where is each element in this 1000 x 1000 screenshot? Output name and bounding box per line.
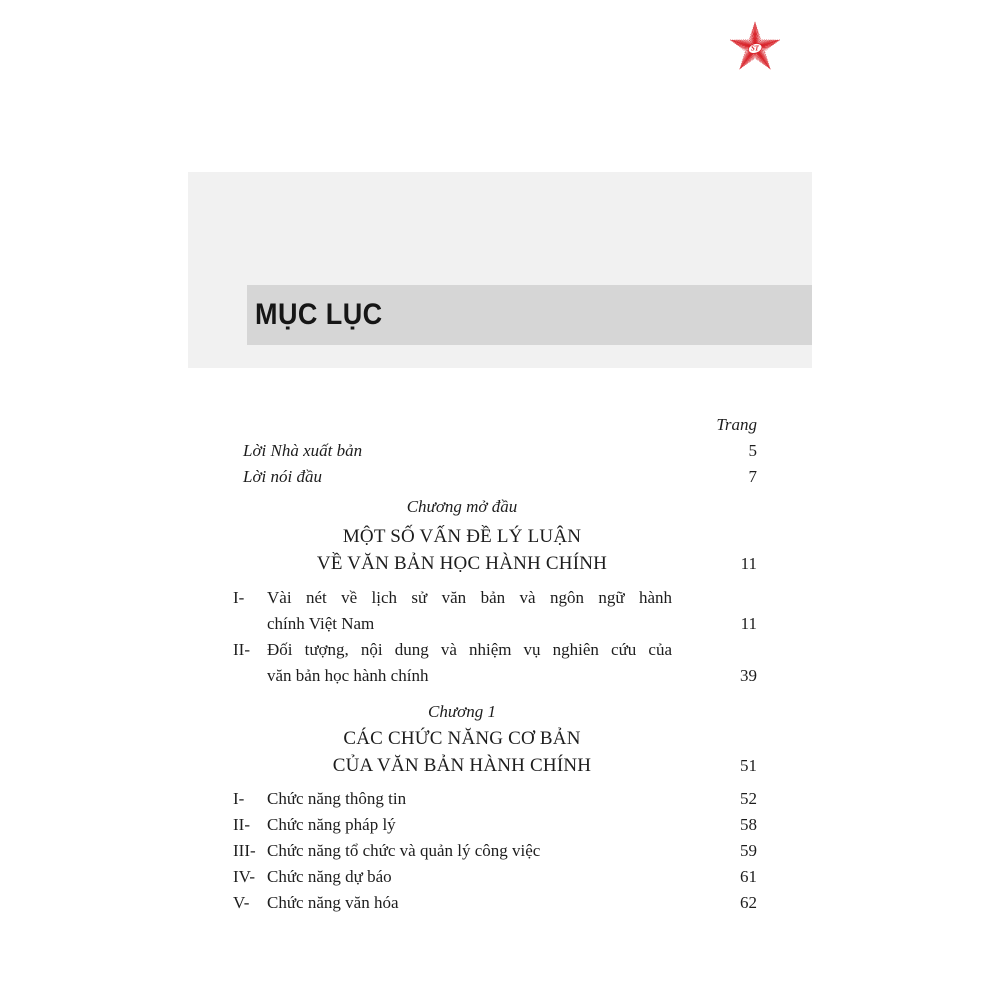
chapter-title-row <box>233 752 757 779</box>
item-page: 61 <box>740 867 757 886</box>
item-text: Đối tượng, nội dung và nhiệm vụ nghiên cứu của <box>267 640 672 659</box>
entry-label: Lời Nhà xuất bản <box>243 441 363 460</box>
item-text: chính Việt Nam <box>267 614 375 633</box>
entry-label: Lời nói đầu <box>243 467 322 486</box>
item-numeral: IV- <box>233 867 256 886</box>
item-numeral: II- <box>233 640 250 659</box>
chapter-label: Chương 1 <box>428 702 496 721</box>
item-numeral: II- <box>233 815 250 834</box>
chapter-title-line: CÁC CHỨC NĂNG CƠ BẢN <box>343 728 581 749</box>
toc-item <box>233 585 757 611</box>
entry-page: 7 <box>748 467 757 486</box>
toc-item-continuation <box>233 663 757 689</box>
chapter-title-row <box>233 550 757 577</box>
toc-item <box>233 637 757 663</box>
item-page: 59 <box>740 841 757 860</box>
item-text: Chức năng pháp lý <box>267 815 396 834</box>
table-of-contents <box>233 412 757 916</box>
item-text: Chức năng tổ chức và quản lý công việc <box>267 841 541 860</box>
item-text: Chức năng văn hóa <box>267 893 399 912</box>
publisher-star-logo-icon <box>724 17 786 79</box>
chapter-title-line: VỀ VĂN BẢN HỌC HÀNH CHÍNH <box>316 553 608 574</box>
toc-item-continuation <box>233 611 757 637</box>
item-page: 52 <box>740 789 757 808</box>
chapter-page: 11 <box>740 554 757 573</box>
item-text: Chức năng dự báo <box>267 867 392 886</box>
chapter-label-row <box>233 699 757 725</box>
page-title: MỤC LỤC <box>255 298 383 331</box>
title-bar <box>247 285 812 345</box>
page-column-header-row <box>233 412 757 438</box>
svg-text:ST: ST <box>751 45 759 53</box>
item-text: Vài nét về lịch sử văn bản và ngôn ngữ hành <box>267 588 672 607</box>
toc-entry <box>233 438 757 464</box>
item-numeral: I- <box>233 789 245 808</box>
page-column-header: Trang <box>716 415 757 434</box>
toc-item <box>233 838 757 864</box>
chapter-label: Chương mở đầu <box>406 497 518 516</box>
chapter-title-row <box>233 523 757 550</box>
item-page: 62 <box>740 893 757 912</box>
item-page: 11 <box>740 614 757 633</box>
chapter-title-line: CỦA VĂN BẢN HÀNH CHÍNH <box>332 755 592 776</box>
chapter-label-row <box>233 494 757 520</box>
item-text: văn bản học hành chính <box>267 666 429 685</box>
item-numeral: I- <box>233 588 245 607</box>
toc-entry <box>233 464 757 490</box>
item-page: 58 <box>740 815 757 834</box>
item-numeral: V- <box>233 893 250 912</box>
toc-item <box>233 890 757 916</box>
toc-item <box>233 812 757 838</box>
chapter-title-line: MỘT SỐ VẤN ĐỀ LÝ LUẬN <box>342 526 582 547</box>
item-numeral: III- <box>233 841 256 860</box>
chapter-title-row <box>233 725 757 752</box>
entry-page: 5 <box>748 441 757 460</box>
chapter-page: 51 <box>740 756 757 775</box>
item-page: 39 <box>740 666 757 685</box>
toc-item <box>233 786 757 812</box>
toc-item <box>233 864 757 890</box>
item-text: Chức năng thông tin <box>267 789 407 808</box>
